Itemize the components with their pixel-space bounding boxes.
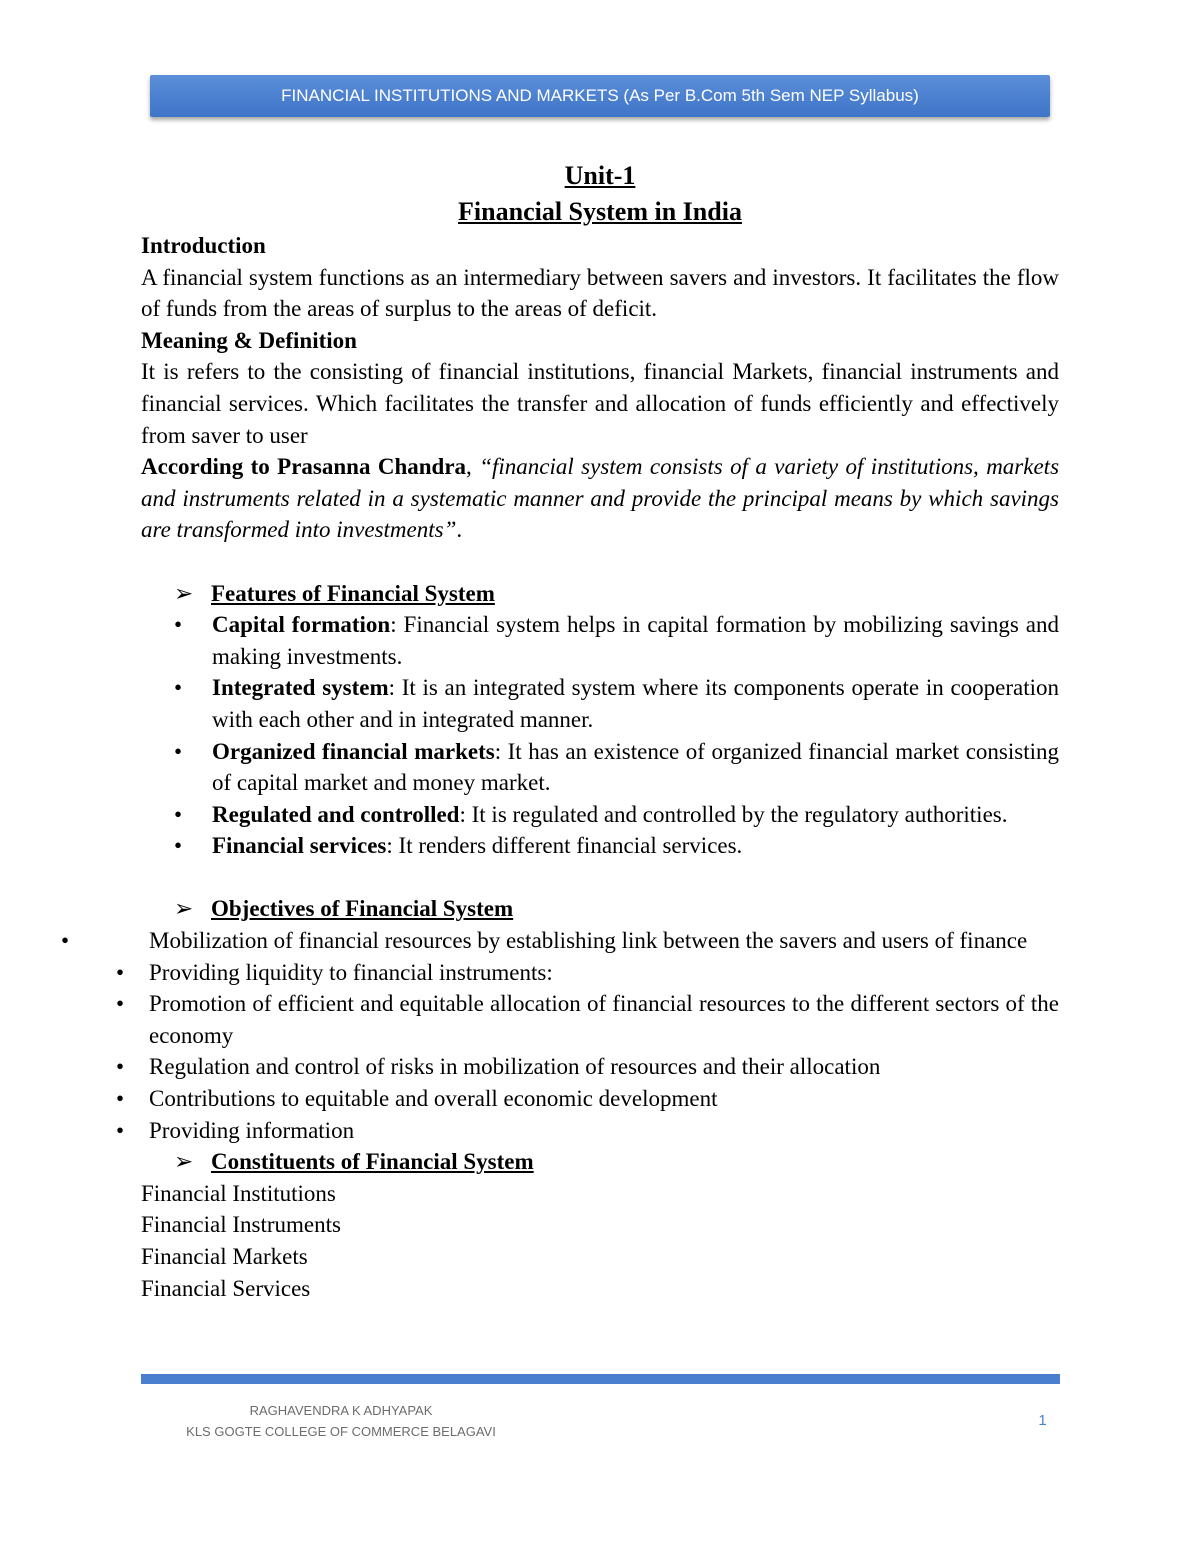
objective-text: Providing liquidity to financial instruments: [149, 959, 553, 985]
constituent-item: Financial Instruments [141, 1212, 341, 1238]
feature-desc: : Financial system helps in capital formation by mobilizing savings and making investments. [212, 612, 1060, 669]
objective-text: Providing information [149, 1117, 355, 1143]
bullet-icon: • [116, 1117, 125, 1143]
document-body [61, 158, 1060, 1304]
bullet-icon: • [116, 1086, 125, 1112]
feature-desc: : It is regulated and controlled by the regulatory authorities. [459, 801, 1008, 827]
feature-term: Financial services [212, 833, 387, 859]
footer-divider [141, 1374, 1060, 1384]
bullet-icon: • [174, 833, 183, 859]
list-item [116, 957, 1059, 989]
list-item [141, 672, 1059, 735]
feature-desc: : It is an integrated system where its components operate in cooperation with each other and in integrated manner. [212, 675, 1060, 732]
feature-term: Organized financial markets [212, 738, 495, 764]
list-item [141, 736, 1059, 799]
constituent-item: Financial Markets [141, 1244, 308, 1269]
bullet-icon: • [174, 675, 183, 701]
definition-quote [141, 451, 1059, 546]
quote-separator: , [466, 454, 480, 480]
features-heading [174, 578, 1059, 610]
quote-end: . [456, 517, 463, 543]
feature-term: Integrated system [212, 675, 389, 701]
objectives-heading [174, 893, 1059, 925]
constituent-item: Financial Institutions [141, 1180, 336, 1206]
header-text: FINANCIAL INSTITUTIONS AND MARKETS (As Per B.Com 5th Sem NEP Syllabus) [281, 86, 919, 105]
list-item [116, 1051, 1059, 1083]
page-number: 1 [1038, 1412, 1047, 1429]
arrow-bullet-icon: ➢ [174, 896, 194, 922]
meaning-paragraph: It is refers to the consisting of financial institutions, financial Markets, financial instruments and financial services. Which facilitates the transfer and allocation of funds efficiently and effectively from saver to user [141, 359, 1059, 448]
bullet-icon: • [61, 928, 70, 954]
list-item [116, 1115, 1059, 1147]
constituents-heading-text: Constituents of Financial System [211, 1149, 534, 1175]
quote-author: According to Prasanna Chandra [141, 454, 467, 480]
objective-text: Contributions to equitable and overall economic development [149, 1086, 718, 1112]
list-item [116, 988, 1059, 1051]
intro-heading: Introduction [141, 233, 266, 258]
feature-desc: : It renders different financial services. [386, 833, 743, 859]
footer-author: RAGHAVENDRA K ADHYAPAK [249, 1403, 433, 1418]
arrow-bullet-icon: ➢ [174, 1149, 194, 1175]
document-header-banner [150, 75, 1050, 117]
list-item [116, 1083, 1059, 1115]
features-list [141, 609, 1059, 862]
list-item [141, 609, 1059, 672]
objective-text: Mobilization of financial resources by establishing link between the savers and users of finance [149, 928, 1028, 954]
bullet-icon: • [174, 738, 183, 764]
quote-text: “financial system consists of a variety of institutions, markets and instruments related in a systematic manner and provide the principal means by which savings are transformed into investments” [141, 454, 1060, 543]
meaning-heading: Meaning & Definition [141, 327, 357, 353]
bullet-icon: • [116, 959, 125, 985]
list-item [61, 925, 1059, 957]
footer-credits [141, 1400, 541, 1442]
objective-text: Promotion of efficient and equitable allocation of financial resources to the different sectors of the economy [149, 991, 1059, 1048]
feature-term: Capital formation [212, 612, 391, 638]
objective-text: Regulation and control of risks in mobilization of resources and their allocation [149, 1054, 881, 1080]
bullet-icon: • [174, 612, 183, 638]
constituent-item: Financial Services [141, 1275, 311, 1301]
constituents-heading [174, 1146, 1059, 1178]
feature-desc: : It has an existence of organized financial market consisting of capital market and money market. [212, 738, 1059, 796]
footer-college: KLS GOGTE COLLEGE OF COMMERCE BELAGAVI [186, 1424, 496, 1439]
arrow-bullet-icon: ➢ [174, 580, 194, 606]
intro-paragraph: A financial system functions as an intermediary between savers and investors. It facilitates the flow of funds from the areas of surplus to the areas of deficit. [141, 264, 1059, 322]
unit-title: Unit-1 [564, 161, 636, 190]
list-item [141, 799, 1059, 831]
objectives-list [61, 925, 1059, 1146]
list-item [141, 830, 1059, 862]
objectives-heading-text: Objectives of Financial System [211, 896, 514, 922]
bullet-icon: • [174, 801, 183, 827]
feature-term: Regulated and controlled [212, 801, 460, 827]
bullet-icon: • [116, 1054, 125, 1080]
features-heading-text: Features of Financial System [211, 580, 495, 606]
bullet-icon: • [116, 991, 125, 1017]
page-title: Financial System in India [458, 197, 742, 226]
